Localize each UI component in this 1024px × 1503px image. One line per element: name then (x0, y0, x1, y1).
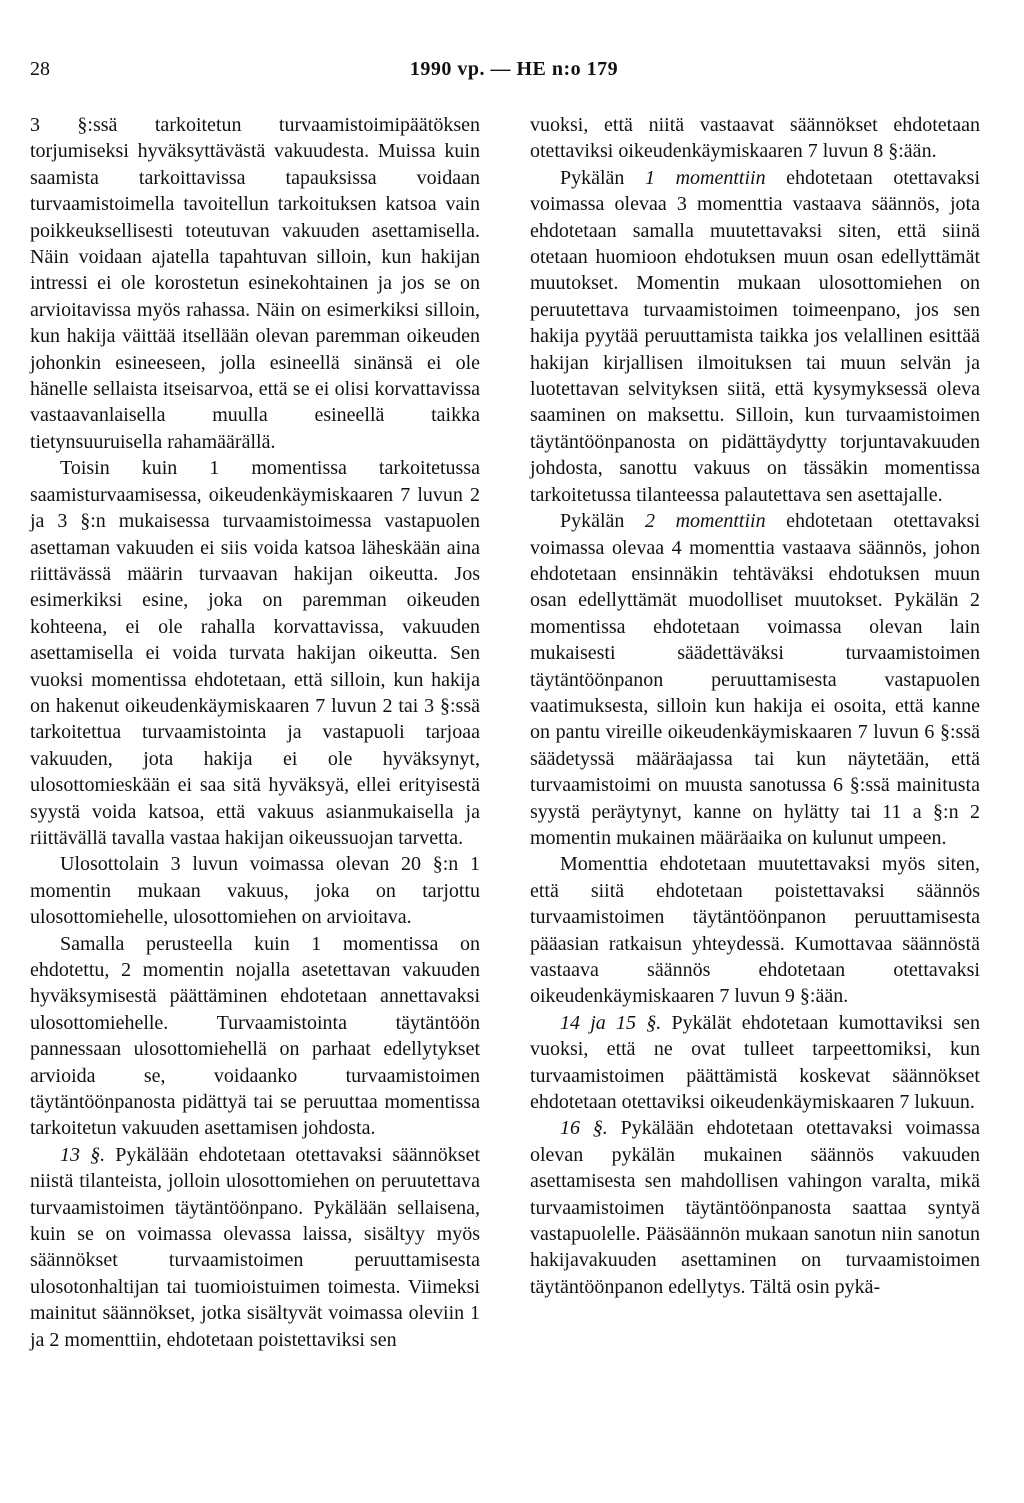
paragraph: Toisin kuin 1 momentissa tarkoitetussa saamisturvaamisessa, oikeudenkäymiskaaren 7 luvun 2 ja 3 §:n mukaisessa turvaamistoimessa vastapuolen asettaman vakuuden ei siis voida katsoa läheskään aina riittävässä määrin turvaavan hakijan oikeutta. Jos esimerkiksi esine, joka on paremman oikeuden kohteena, ei ole rahalla korvattavissa, vakuuden asettamisella ei voida turvata hakijan oikeutta. Sen vuoksi momentissa ehdotetaan, että silloin, kun hakija on hakenut oikeudenkäymiskaaren 7 luvun 2 tai 3 §:ssä tarkoitettua turvaamistointa ja vastapuoli tarjoaa vakuuden, jota hakija ei ole hyväksynyt, ulosottomieskään ei saa sitä hyväksyä, ellei erityisestä syystä voida katsoa, että vakuus asianmukaisella ja riittävällä tavalla vastaa hakijan oikeussuojan tarvetta. (30, 457, 480, 849)
page-header (30, 58, 998, 88)
right-column (530, 112, 980, 1300)
section-16-text: Pykälään ehdotetaan otettavaksi voimassa olevan pykälän mukainen säännös vakuuden asettamisesta sen mahdollisen vahingon varalta, mikä turvaamistoimen täytäntöönpanosta saattaa syntyä vastapuolelle. Pääsäännön mukaan sanotun niin sanotun hakijavakuuden asettaminen on turvaamistoimen täytäntöönpanon edellytys. Tältä osin pykä- (530, 1117, 980, 1298)
moment-1-prefix: Pykälän (560, 166, 625, 189)
moment-2-emphasis: 2 momenttiin (645, 510, 766, 533)
moment-2-text: ehdotetaan otettavaksi voimassa olevaa 4 momenttia vastaava säännös, johon ehdotetaan ensinnäkin tehtäväksi ehdotuksen muun osan edellyttämät muodolliset muutokset. Pykälän 2 momentissa ehdotetaan voimassa olevan lain mukaisesti säädettäväksi turvaamistoimen täytäntöönpanon peruuttamisesta vastapuolen vaatimuksesta, silloin kun hakija ei osoita, että kanne on pantu vireille oikeudenkäymiskaaren 7 luvun 6 §:ssä säädetyssä määräajassa tai kun näytetään, että turvaamistoimi on muusta sanotussa 6 §:ssä mainitusta syystä peräytynyt, kanne on hylätty tai 11 a §:n 2 momentin mukainen määräaika on kulunut umpeen. (530, 510, 981, 849)
paragraph: Ulosottolain 3 luvun voimassa olevan 20 §:n 1 momentin mukaan vakuus, joka on tarjottu ulosottomiehelle, ulosottomiehen on arvioitava. (30, 853, 480, 929)
moment-2-paragraph (530, 508, 980, 851)
moment-1-emphasis: 1 momenttiin (645, 166, 766, 189)
section-14-15-text: Pykälät ehdotetaan kumottaviksi sen vuoksi, että ne ovat tulleet tarpeettomiksi, kun turvaamistoimen päättämistä koskevat säännökset ehdotetaan otettaviksi oikeudenkäymiskaaren 7 lukuun. (530, 1011, 980, 1114)
section-13-label: 13 §. (60, 1143, 106, 1166)
running-title: 1990 vp. — HE n:o 179 (409, 58, 619, 80)
continuation-paragraph: vuoksi, että niitä vastaavat säännökset ehdotetaan otettaviksi oikeudenkäymiskaaren 7 luvun 8 §:ään. (530, 114, 980, 163)
section-14-15-paragraph (530, 1010, 980, 1116)
section-13-paragraph (30, 1142, 480, 1353)
section-16-paragraph (530, 1115, 980, 1300)
section-14-15-label: 14 ja 15 §. (560, 1011, 662, 1034)
section-13-text: Pykälään ehdotetaan otettavaksi säännökset niistä tilanteista, jolloin ulosottomiehen on peruutettava turvaamistoimen täytäntöönpano. Pykälään sellaisena, kuin se on voimassa olevassa laissa, sisältyy myös säännökset turvaamistoimen peruuttamisesta ulosotonhaltijan tai tuomioistuimen toimesta. Viimeksi mainitut säännökset, jotka sisältyvät voimassa oleviin 1 ja 2 momenttiin, ehdotetaan poistettaviksi sen (30, 1143, 481, 1351)
left-column (30, 112, 480, 1353)
section-16-label: 16 §. (560, 1117, 608, 1140)
paragraph: Momenttia ehdotetaan muutettavaksi myös siten, että siitä ehdotetaan poistettavaksi säännös turvaamistoimen täytäntöönpanon peruuttamisesta pääasian ratkaisun yhteydessä. Kumottavaa säännöstä vastaava säännös ehdotetaan otettavaksi oikeudenkäymiskaaren 7 luvun 9 §:ään. (530, 853, 980, 1008)
moment-2-prefix: Pykälän (560, 510, 625, 533)
moment-1-paragraph (530, 165, 980, 508)
page-number: 28 (30, 58, 50, 80)
paragraph: Samalla perusteella kuin 1 momentissa on ehdotettu, 2 momentin nojalla asetettavan vakuuden hyväksymisestä päättäminen ehdotetaan annettavaksi ulosottomiehelle. Turvaamistointa täytäntöön pannessaan ulosottomiehellä on parhaat edellytykset arvioida se, voidaanko turvaamistoimen täytäntöönpanosta pidättyä tai se peruuttaa momentissa tarkoitetun vakuuden asettamisen johdosta. (30, 932, 480, 1140)
moment-1-text: ehdotetaan otettavaksi voimassa olevaa 3 momenttia vastaava säännös, jota ehdotetaan samalla muutettavaksi siten, että siinä otetaan huomioon ehdotuksen muun osan edellyttämät muutokset. Momentin mukaan ulosottomiehen on peruutettava turvaamistoimen toimeenpano, jos sen hakija pyytää peruuttamista taikka jos velallinen esittää hakijan kirjallisen ilmoituksen tai muun selvän ja luotettavan selvityksen siitä, että kysymyksessä oleva saaminen on maksettu. Silloin, kun turvaamistoimen täytäntöönpanosta on pidättäydytty torjuntavakuuden johdosta, sanottu vakuus on tässäkin momentissa tarkoitetussa tilanteessa palautettava sen asettajalle. (530, 166, 981, 506)
paragraph: 3 §:ssä tarkoitetun turvaamistoimipäätöksen torjumiseksi hyväksyttävästä vakuudesta. Muissa kuin saamista tarkoittavissa tapauksissa voidaan turvaamistoimella tavoitellun tarkoituksen katsoa vain poikkeuksellisesti toteutuvan vakuuden asettamisella. Näin voidaan ajatella tapahtuvan silloin, kun hakijan intressi ei ole korostetun esinekohtainen ja jos se on arvioitavissa myös rahassa. Näin on esimerkiksi silloin, kun hakija väittää itsellään olevan paremman oikeuden johonkin esineeseen, jolla esineellä sinänsä ei ole hänelle sellaista itseisarvoa, että se ei olisi korvattavissa vastaavanlaisella muulla esineellä taikka tietynsuuruisella rahamäärällä. (30, 114, 480, 453)
